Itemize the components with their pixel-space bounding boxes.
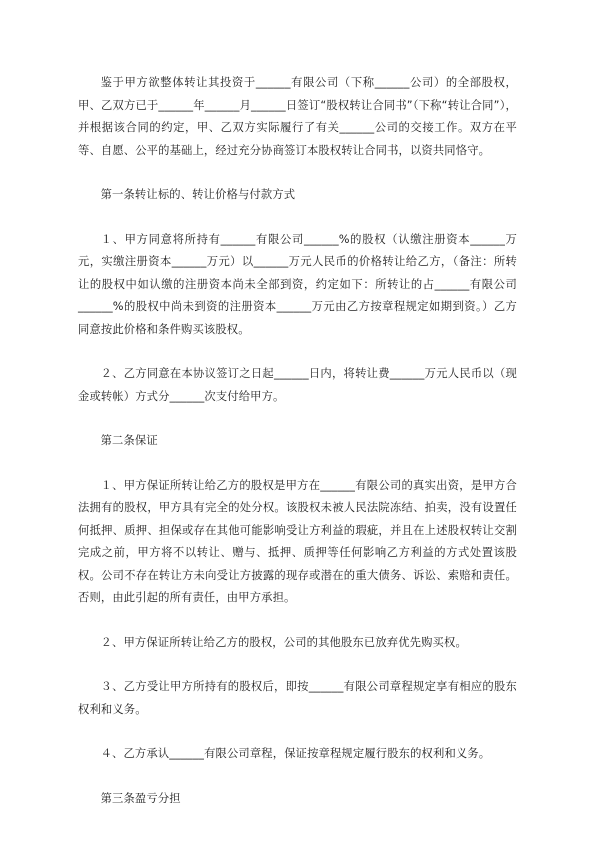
spacer [78,610,517,632]
article-2-heading: 第二条保证 [100,434,158,447]
article-2-clause-2: ２、甲方保证所转让给乙方的股权，公司的其他股东已放弃优先购买权。 [100,635,467,649]
article-1-heading: 第一条转让标的、转让价格与付款方式 [100,188,296,201]
spacer [78,766,517,788]
spacer [78,341,517,363]
article-1-clause-1: １、甲方同意将所持有______有限公司______%的股权（认缴注册资本______万元，实缴注册资本______万元）以______万元人民币的价格转让给乙方，（备注：所转让的股权中如认缴的注册资本尚未全部到资，约定如下：所转让的占______有限公司______%的股权中尚未到资的注册资本______万元由乙方按章程规定如期到资。）乙方同意按此价格和条件购买该股权。 [78,232,517,336]
article-2-clause-4: ４、乙方承认______有限公司章程，保证按章程规定履行股东的权利和义务。 [100,747,491,760]
intro-paragraph: 鉴于甲方欲整体转让其投资于______有限公司（下称______公司）的全部股权，甲、乙双方已于______年______月______日签订“股权转让合同书”（下称“转让合同”），并根据该合同的约定，甲、乙双方实际履行了有关______公司的交接工作。双方在平等、自愿、公平的基础上，经过充分协商签订本股权转让合同书，以资共同恪守。 [78,76,517,157]
article-3-heading: 第三条盈亏分担 [100,791,181,805]
spacer [78,721,517,743]
article-2-clause-1: １、甲方保证所转让给乙方的股权是甲方在______有限公司的真实出资，是甲方合法拥有的股权，甲方具有完全的处分权。该股权未被人民法院冻结、拍卖，没有设置任何抵押、质押、担保或存在其他可能影响受让方利益的瑕疵，并且在上述股权转让交割完成之前，甲方将不以转让、赠与、抵押、质押等任何影响乙方利益的方式处置该股权。公司不存在转让方未向受让方披露的现存或潜在的重大债务、诉讼、索赔和责任。否则，由此引起的所有责任，由甲方承担。 [78,478,517,604]
spacer [78,654,517,676]
spacer [78,453,517,475]
spacer [78,162,517,184]
spacer [78,207,517,229]
spacer [78,408,517,430]
article-2-clause-3: ３、乙方受让甲方所持有的股权后，即按______有限公司章程规定享有相应的股东权利和义务。 [78,680,517,716]
article-1-clause-2: ２、乙方同意在本协议签订之日起______日内，将转让费______万元人民币以（现金或转帐）方式分______次支付给甲方。 [78,367,517,403]
